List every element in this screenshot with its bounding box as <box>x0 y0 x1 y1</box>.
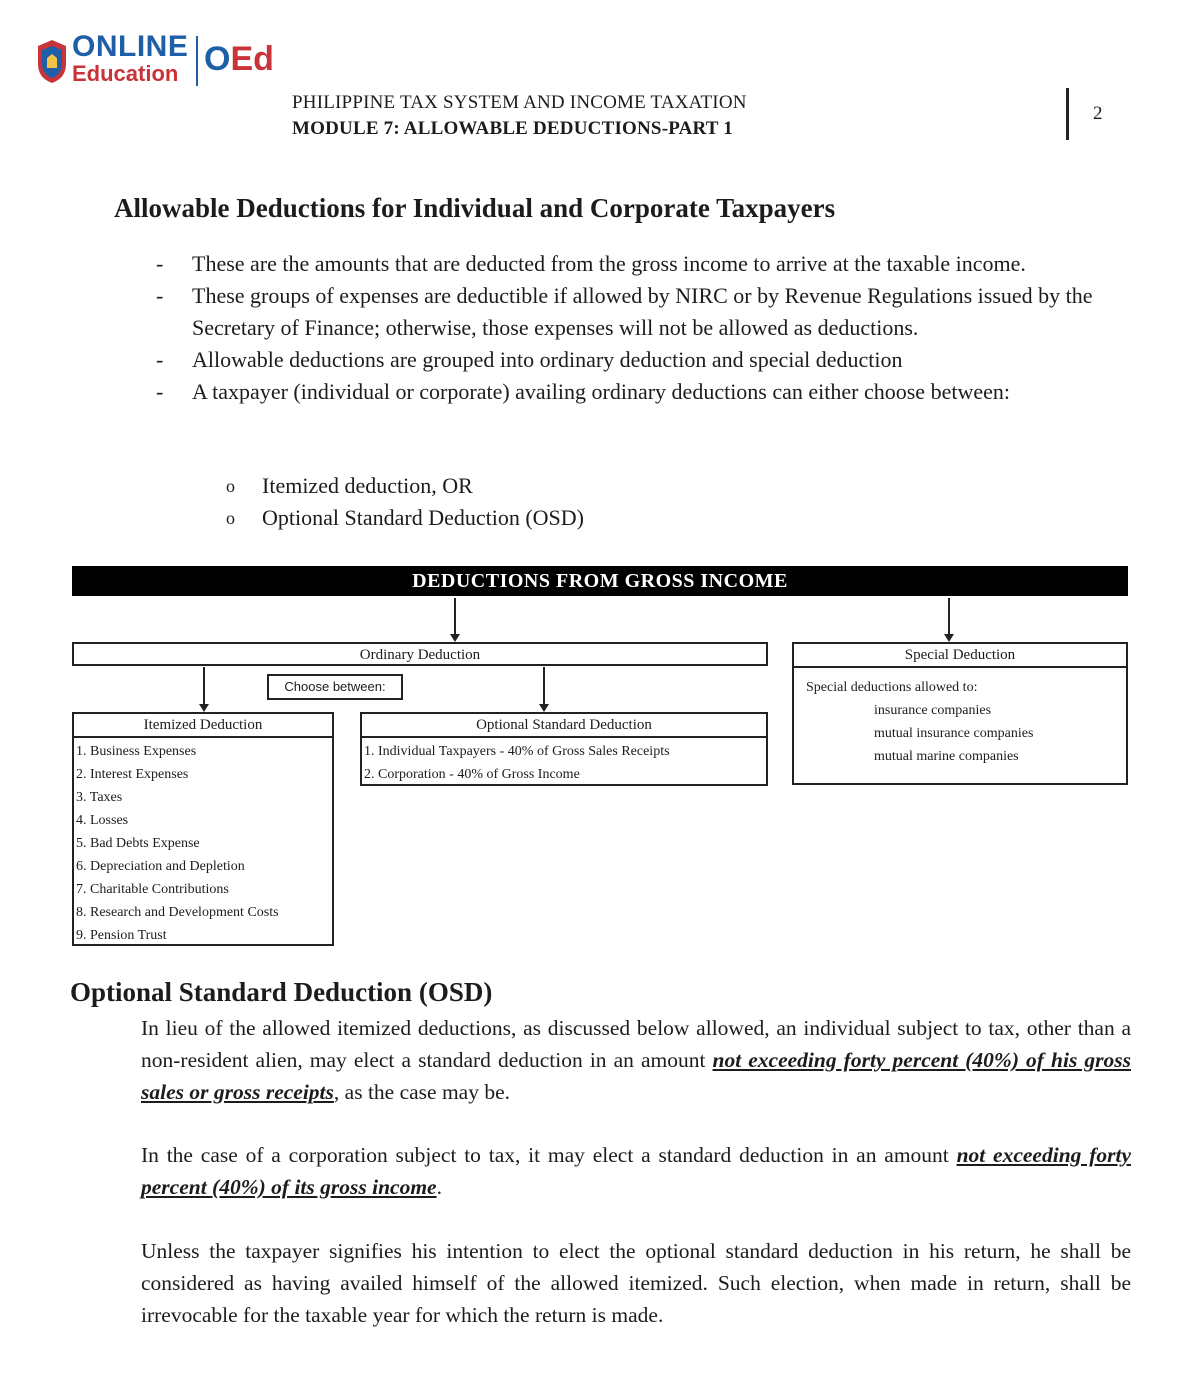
list-item: 1. Business Expenses <box>76 744 197 759</box>
paragraph: In lieu of the allowed itemized deductions, as discussed below allowed, an individual subject to tax, other than a non-resident alien, may elect a standard deduction in an amount not exceeding forty percent (40%) of his gross sales or gross receipts, as the case may be. <box>141 1016 1131 1104</box>
paragraph: In the case of a corporation subject to tax, it may elect a standard deduction in an amount not exceeding forty percent (40%) of its gross income. <box>141 1143 1132 1199</box>
list-item: o Optional Standard Deduction (OSD) <box>226 505 584 530</box>
ordinary-deduction-label: Ordinary Deduction <box>359 647 481 663</box>
logo-oed: OEd <box>204 40 274 78</box>
sub-bullet-list <box>226 470 584 534</box>
osd-title: Optional Standard Deduction <box>362 714 766 738</box>
arrow-down-icon <box>454 598 456 640</box>
arrow-down-icon <box>203 667 205 710</box>
list-item: insurance companies <box>874 703 992 718</box>
online-education-logo <box>36 32 276 90</box>
list-item: 9. Pension Trust <box>76 928 167 943</box>
list-item: mutual marine companies <box>874 749 1019 764</box>
logo-divider <box>196 36 198 86</box>
list-item: o Itemized deduction, OR <box>226 473 473 498</box>
special-deduction-intro: Special deductions allowed to: <box>806 680 978 695</box>
special-deduction-title: Special Deduction <box>794 644 1126 668</box>
logo-brand-top: ONLINE <box>72 30 189 63</box>
ordinary-deduction-box <box>72 642 768 666</box>
arrow-down-icon <box>543 667 545 710</box>
list-item: 8. Research and Development Costs <box>76 905 279 920</box>
bullet-list <box>156 248 1146 408</box>
list-item: 7. Charitable Contributions <box>76 882 229 897</box>
list-item: 6. Depreciation and Depletion <box>76 859 245 874</box>
shield-icon <box>36 38 68 84</box>
list-item: 1. Individual Taxpayers - 40% of Gross Sales Receipts <box>364 744 670 759</box>
list-item: 4. Losses <box>76 813 129 828</box>
special-deduction-box <box>792 642 1128 785</box>
list-item: 2. Interest Expenses <box>76 767 189 782</box>
list-item: 2. Corporation - 40% of Gross Income <box>364 767 580 782</box>
list-item: - A taxpayer (individual or corporate) availing ordinary deductions can either choose between: <box>156 379 1010 404</box>
itemized-deduction-box <box>72 712 334 946</box>
list-item: 5. Bad Debts Expense <box>76 836 200 851</box>
paragraph: Unless the taxpayer signifies his intention to elect the optional standard deduction in his return, he shall be considered as having availed himself of the allowed itemized. Such election, when made in return, shall be irrevocable for the taxable year for which the return is made. <box>141 1239 1131 1327</box>
course-title: PHILIPPINE TAX SYSTEM AND INCOME TAXATION <box>292 92 747 113</box>
list-item: - These groups of expenses are deductible if allowed by NIRC or by Revenue Regulations issued by the Secretary of Finance; otherwise, those expenses will not be allowed as deductions. <box>156 283 1093 340</box>
page-number: 2 <box>1093 103 1103 124</box>
itemized-deduction-title: Itemized Deduction <box>74 714 332 738</box>
choose-between-label: Choose between: <box>267 674 403 700</box>
header-divider <box>1066 88 1069 140</box>
deductions-diagram <box>70 566 1130 950</box>
list-item: mutual insurance companies <box>874 726 1034 741</box>
section-title: Allowable Deductions for Individual and Corporate Taxpayers <box>114 193 836 223</box>
list-item: 3. Taxes <box>76 790 123 805</box>
diagram-banner: DEDUCTIONS FROM GROSS INCOME <box>72 566 1128 596</box>
section-title: Optional Standard Deduction (OSD) <box>70 977 493 1007</box>
osd-box <box>360 712 768 786</box>
arrow-down-icon <box>948 598 950 640</box>
list-item: - Allowable deductions are grouped into ordinary deduction and special deduction <box>156 347 903 372</box>
list-item: - These are the amounts that are deducted from the gross income to arrive at the taxable income. <box>156 251 1026 276</box>
logo-brand-bottom: Education <box>72 61 179 86</box>
module-title: MODULE 7: ALLOWABLE DEDUCTIONS-PART 1 <box>292 118 733 139</box>
